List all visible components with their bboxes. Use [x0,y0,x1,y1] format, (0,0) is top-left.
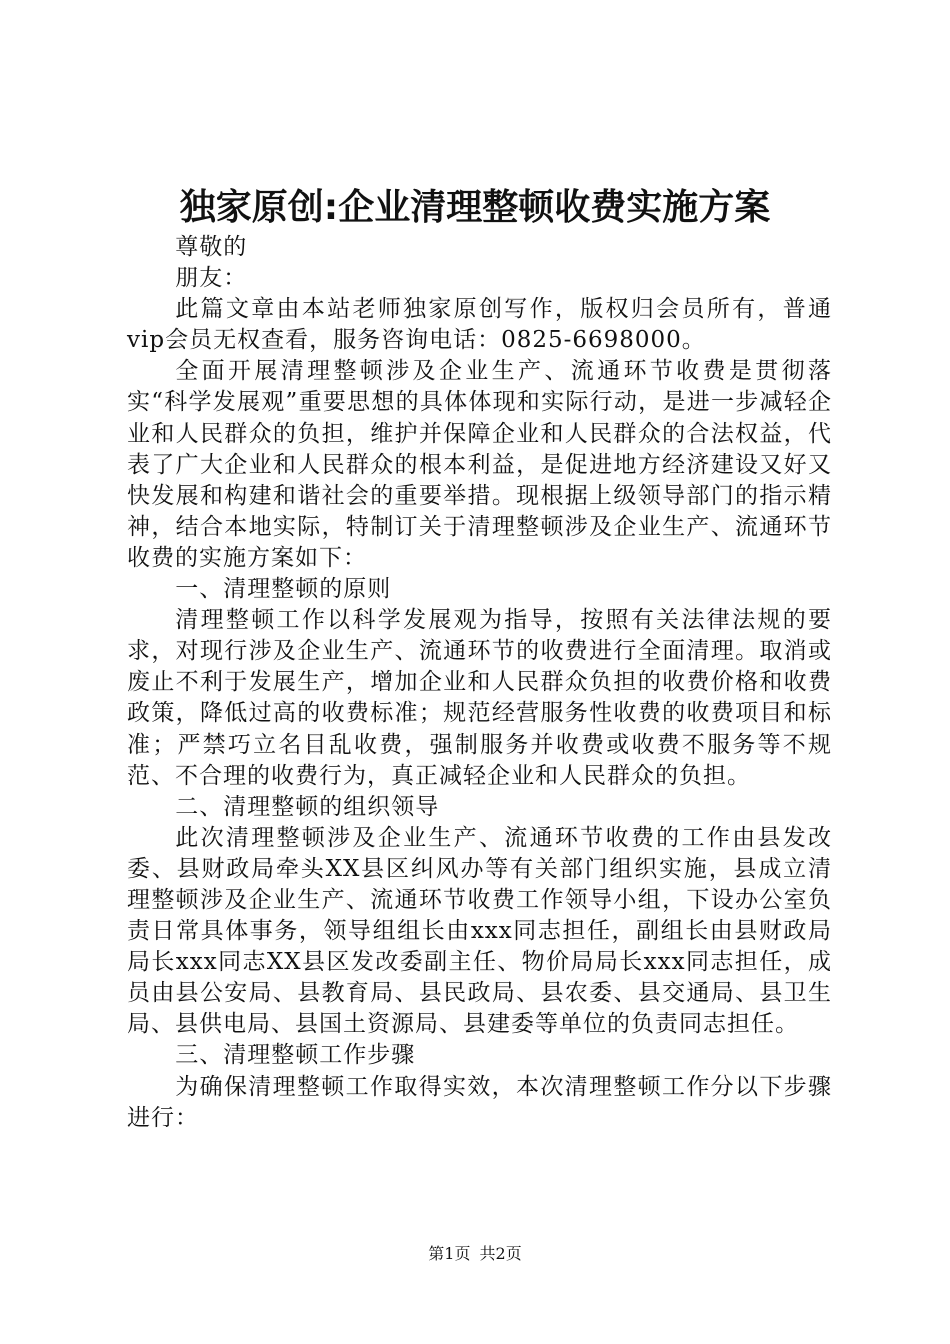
document-title: 独家原创:企业清理整顿收费实施方案 [179,187,771,228]
page-total: 共2页 [479,1244,522,1263]
section-heading-principles: 一、清理整顿的原则 [175,576,392,603]
steps-paragraph: 为确保清理整顿工作取得实效，本次清理整顿工作分以下步骤进行： [127,1073,832,1131]
principles-paragraph: 清理整顿工作以科学发展观为指导，按照有关法律法规的要求，对现行涉及企业生产、流通环节的收费进行全面清理。取消或废止不利于发展生产，增加企业和人民群众负担的收费价格和收费政策，降低过高的收费标准；规范经营服务性收费的收费项目和标准；严禁巧立名目乱收费，强制服务并收费或收费不服务等不规范、不合理的收费行为，真正减轻企业和人民群众的负担。 [127,607,832,789]
document-body [127,232,832,1134]
copyright-notice: 此篇文章由本站老师独家原创写作，版权归会员所有，普通vip会员无权查看，服务咨询电话：0825-6698000。 [127,296,832,354]
page-number: 第1页 [428,1244,471,1263]
leadership-paragraph: 此次清理整顿涉及企业生产、流通环节收费的工作由县发改委、县财政局牵头XX县区纠风办等有关部门组织实施，县成立清理整顿涉及企业生产、流通环节收费工作领导小组，下设办公室负责日常具体事务，领导组组长由xxx同志担任，副组长由县财政局局长xxx同志XX县区发改委副主任、物价局局长xxx同志担任，成员由县公安局、县教育局、县民政局、县农委、县交通局、县卫生局、县供电局、县国土资源局、县建委等单位的负责同志担任。 [127,824,832,1038]
section-heading-leadership: 二、清理整顿的组织领导 [175,793,440,820]
intro-paragraph: 全面开展清理整顿涉及企业生产、流通环节收费是贯彻落实“科学发展观”重要思想的具体体现和实际行动，是进一步减轻企业和人民群众的负担，维护并保障企业和人民群众的合法权益，代表了广大企业和人民群众的根本利益，是促进地方经济建设又好又快发展和构建和谐社会的重要举措。现根据上级领导部门的指示精神，结合本地实际，特制订关于清理整顿涉及企业生产、流通环节收费的实施方案如下： [127,358,832,571]
salutation-line-2: 朋友： [175,265,248,292]
salutation-line-1: 尊敬的 [175,234,248,260]
section-heading-steps: 三、清理整顿工作步骤 [175,1042,416,1069]
page-footer [0,1243,950,1265]
